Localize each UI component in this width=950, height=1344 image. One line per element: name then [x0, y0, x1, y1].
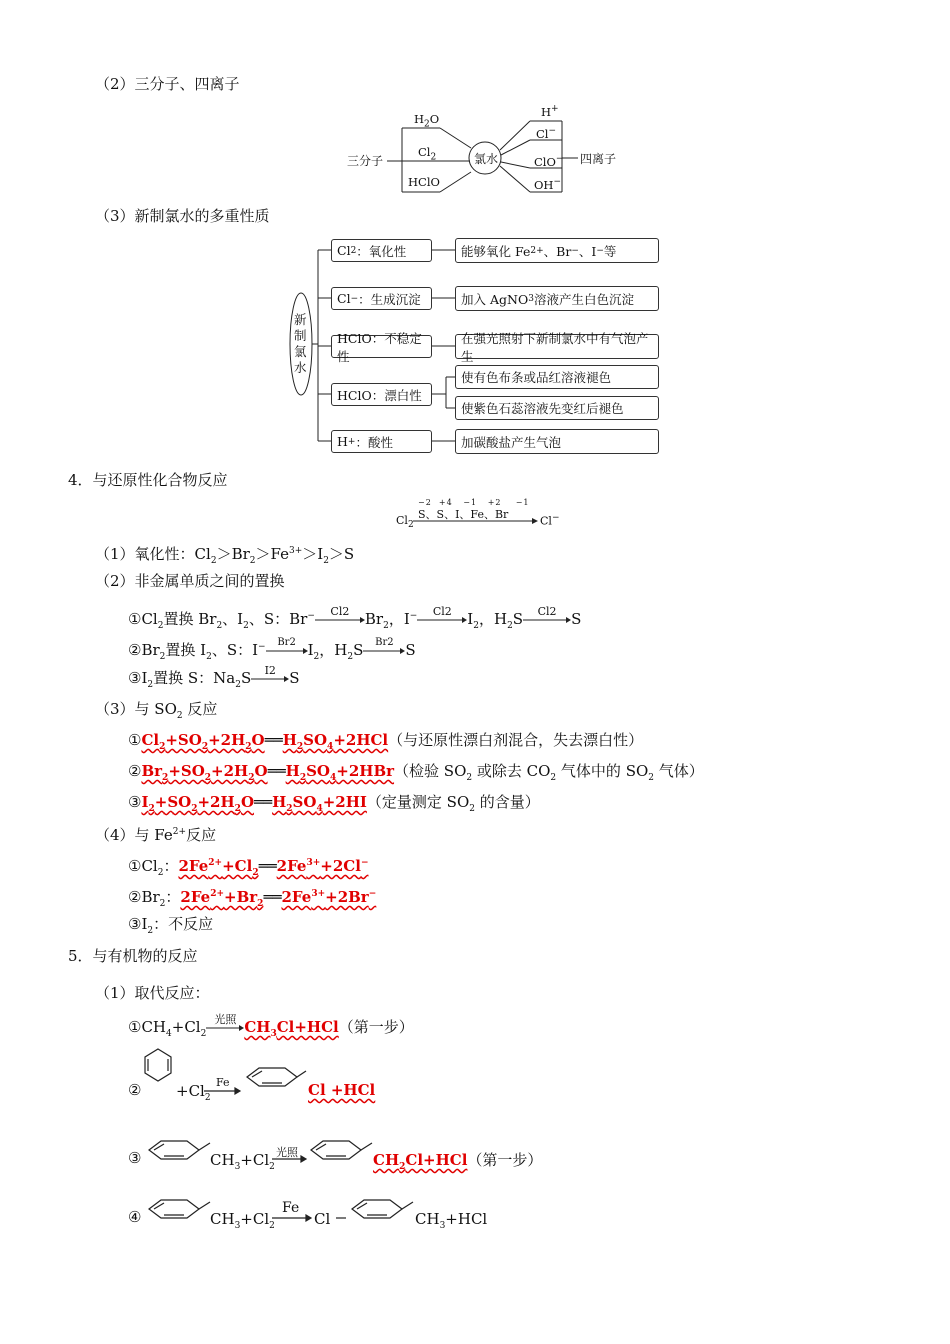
prop-right-cl-ion: 加入 AgNO 3 溶液产生白色沉淀 [455, 286, 659, 311]
reaction-4-num: ④ [128, 1208, 142, 1226]
ion-h: H+ [541, 104, 559, 119]
chlorine-water-center: 氯水 [474, 152, 499, 166]
p4-2-b: $②Br_2$置换 $I_2$、S：I− Br2 $I_2$，$H_2S$ Br2 S [128, 637, 416, 662]
p4-4: （4）与 $Fe^{2+}$反应 [95, 826, 217, 844]
reaction-4-cl: Cl [314, 1210, 331, 1228]
molecule-h2o: $H_2O$ [414, 112, 440, 130]
prop-right-hclo-unstable: 在强光照射下新制氯水中有气泡产生 [455, 334, 659, 359]
three-molecules-label: 三分子 [347, 154, 384, 168]
molecule-cl2: $Cl_2$ [418, 145, 437, 163]
p4-3-b: $②Br_2+SO_2+2H_2O══H_2SO_4+2HBr$（检验 $SO_2$ 或除去 $CO_2$ 气体中的 $SO_2$ 气体） [128, 762, 704, 783]
prop-left-hclo-unstable: HClO：不稳定性 [331, 335, 432, 358]
p4-3-c: $③I_2+SO_2+2H_2O══H_2SO_4+2HI$（定量测定 $SO_2$ 的含量） [128, 793, 540, 814]
ion-clo: ClO− [534, 154, 564, 169]
prop-left-cl-ion: Cl − ：生成沉淀 [331, 287, 432, 310]
diagram-root: 新制氯水 [294, 312, 307, 375]
prop-right-hclo-bleach-2: 使紫色石蕊溶液先变红后褪色 [455, 396, 659, 420]
p4-2-a: $①Cl_2$置换 $Br_2$、$I_2$、S：Br− Cl2 $Br_2$，I− Cl2 $I_2$，$H_2S$ Cl2 S [128, 605, 582, 631]
prop-left-cl2: Cl 2 ：氧化性 [331, 239, 432, 262]
reaction-4-catalyst: Fe [282, 1200, 300, 1216]
reaction-3-num: ③ [128, 1149, 142, 1167]
prop-left-hclo-bleach: HClO：漂白性 [331, 383, 432, 406]
four-ions-label: 四离子 [580, 152, 617, 166]
p4-1: （1）氧化性：$Cl_2>Br_2>Fe^{3+}>I_2>S$ [95, 545, 355, 566]
reaction-4-product: $CH_3+HCl$ [415, 1210, 488, 1231]
p4-4-a: $①Cl_2$：$2Fe^{2+}+Cl_2══2Fe^{3+}+2Cl^-$ [128, 857, 369, 878]
reaction-3-condition: 光照 [276, 1146, 298, 1159]
reaction-2-catalyst: Fe [216, 1076, 230, 1089]
p4-2: （2）非金属单质之间的置换 [95, 572, 285, 590]
prop-right-cl2: 能够氧化 Fe 2+ 、Br − 、I − 等 [455, 238, 659, 263]
ion-oh: OH− [534, 177, 562, 192]
scheme-cl2: $Cl_2$ [396, 514, 414, 531]
p4-3-a: $①Cl_2+SO_2+2H_2O══H_2SO_4+2HCl$（与还原性漂白剂混合，失去漂白性） [128, 731, 644, 752]
p4-2-c: $③I_2$置换 S：$Na_2S$ I2 S [128, 664, 300, 690]
scheme-species: S、S、I、Fe、Br [418, 508, 509, 521]
reaction-2-num: ② [128, 1081, 142, 1099]
p5-1: （1）取代反应： [95, 984, 210, 1002]
reaction-2-reagent: $+Cl_2$ [176, 1082, 211, 1103]
p4-4-b: $②Br_2$：$2Fe^{2+}+Br_2══2Fe^{3+}+2Br^-$ [128, 888, 377, 909]
scheme-oxidation-states: −2 +4 −1 +2 −1 [418, 498, 530, 507]
p4-4-c: $③I_2$：不反应 [128, 915, 214, 936]
scheme-cl-ion: Cl− [540, 513, 560, 528]
reaction-2-product: Cl +HCl [308, 1081, 376, 1099]
ion-cl: Cl− [536, 126, 557, 141]
section-4-heading: 4．与还原性化合物反应 [68, 471, 228, 489]
r5-1: $①CH_4+Cl_2$ 光照 $CH_3Cl+HCl$（第一步） [128, 1013, 414, 1039]
prop-right-hclo-bleach-1: 使有色布条或品红溶液褪色 [455, 365, 659, 389]
section-heading: （2）三分子、四离子 [95, 75, 240, 93]
p4-3: （3）与 $SO_2$ 反应 [95, 700, 218, 721]
section-heading: （3）新制氯水的多重性质 [95, 207, 270, 225]
prop-right-h-acid: 加碳酸盐产生气泡 [455, 429, 659, 454]
prop-left-h-acid: H + ：酸性 [331, 430, 432, 453]
molecule-hclo: HClO [408, 175, 440, 189]
reaction-3-reagent: $CH_3+Cl_2$ [210, 1151, 275, 1172]
reaction-3-product: $CH_2Cl+HCl$（第一步） [373, 1151, 543, 1172]
reaction-4-reagent: $CH_3+Cl_2$ [210, 1210, 275, 1231]
section-5-heading: 5．与有机物的反应 [68, 947, 198, 965]
